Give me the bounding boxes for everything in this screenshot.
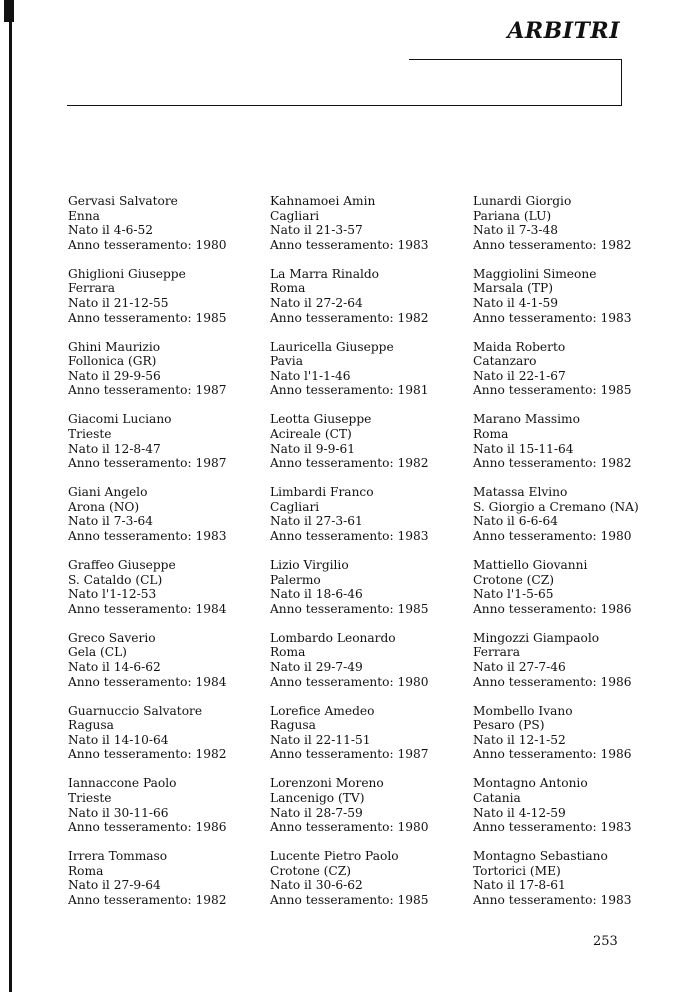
referee-city: Roma — [270, 645, 306, 660]
referee-city: Ragusa — [68, 718, 114, 733]
referee-city: S. Cataldo (CL) — [68, 572, 163, 587]
referee-born: Nato il 17-8-61 — [473, 878, 566, 893]
referee-entry — [473, 704, 632, 762]
referee-entry — [473, 776, 632, 834]
referee-entry — [473, 849, 632, 907]
referee-name: Lauricella Giuseppe — [270, 339, 394, 354]
referee-city: Arona (NO) — [68, 499, 140, 514]
referee-born: Nato il 14-10-64 — [68, 732, 169, 747]
referee-name: Montagno Antonio — [473, 776, 588, 791]
referee-city: Ragusa — [270, 718, 316, 733]
referee-entry — [68, 704, 227, 762]
referee-city: S. Giorgio a Cremano (NA) — [473, 499, 639, 514]
referee-entry — [270, 194, 429, 252]
referee-entry — [68, 776, 227, 834]
referee-year: Anno tesseramento: 1985 — [270, 892, 429, 907]
referee-born: Nato il 30-11-66 — [68, 805, 169, 820]
referee-year: Anno tesseramento: 1986 — [68, 820, 227, 835]
referee-city: Cagliari — [270, 208, 320, 223]
referee-city: Pavia — [270, 354, 303, 369]
referee-born: Nato l'1-1-46 — [270, 368, 351, 383]
referee-born: Nato il 21-12-55 — [68, 295, 169, 310]
referee-name: Lunardi Giorgio — [473, 194, 572, 208]
referee-entry — [68, 485, 227, 543]
referee-city: Pesaro (PS) — [473, 718, 545, 733]
referee-year: Anno tesseramento: 1982 — [68, 747, 227, 762]
referee-entry — [270, 412, 429, 470]
referee-city: Cagliari — [270, 499, 320, 514]
referee-name: Guarnuccio Salvatore — [68, 703, 203, 718]
referee-entry — [473, 194, 632, 252]
referee-name: Giacomi Luciano — [68, 412, 172, 427]
referee-born: Nato il 29-9-56 — [68, 368, 161, 383]
referee-city: Catanzaro — [473, 354, 537, 369]
referee-year: Anno tesseramento: 1986 — [473, 674, 632, 689]
referee-entry — [270, 267, 429, 325]
referee-born: Nato il 7-3-48 — [473, 223, 558, 238]
header-rule-right — [621, 59, 622, 106]
referee-year: Anno tesseramento: 1980 — [473, 528, 632, 543]
referee-city: Crotone (CZ) — [473, 572, 554, 587]
referee-city: Trieste — [68, 426, 112, 441]
referee-name: Lorenzoni Moreno — [270, 776, 384, 791]
referee-name: Greco Saverio — [68, 630, 156, 645]
referee-year: Anno tesseramento: 1982 — [270, 456, 429, 471]
referee-name: Kahnamoei Amin — [270, 194, 376, 208]
referee-entry — [270, 631, 429, 689]
referee-entry — [68, 849, 227, 907]
referee-name: Graffeo Giuseppe — [68, 558, 176, 572]
referee-entry — [68, 631, 227, 689]
referee-name: Mattiello Giovanni — [473, 558, 588, 572]
referee-entry — [270, 776, 429, 834]
referee-name: Ghini Maurizio — [68, 339, 161, 354]
referee-year: Anno tesseramento: 1981 — [270, 383, 429, 398]
referee-entry — [68, 340, 227, 398]
referee-year: Anno tesseramento: 1983 — [68, 528, 227, 543]
referee-name: Irrera Tommaso — [68, 849, 168, 864]
referee-name: Gervasi Salvatore — [68, 194, 178, 208]
referee-name: Ghiglioni Giuseppe — [68, 266, 186, 281]
referee-city: Crotone (CZ) — [270, 863, 351, 878]
referee-entry — [68, 194, 227, 252]
referee-year: Anno tesseramento: 1982 — [473, 237, 632, 252]
referee-entry — [270, 340, 429, 398]
referee-year: Anno tesseramento: 1983 — [473, 310, 632, 325]
referee-entry — [270, 704, 429, 762]
referee-year: Anno tesseramento: 1983 — [270, 528, 429, 543]
referee-year: Anno tesseramento: 1986 — [473, 747, 632, 762]
spine-line — [9, 0, 12, 992]
referee-year: Anno tesseramento: 1980 — [270, 674, 429, 689]
referee-born: Nato il 4-12-59 — [473, 805, 566, 820]
referee-name: Leotta Giuseppe — [270, 412, 372, 427]
referee-year: Anno tesseramento: 1987 — [68, 383, 227, 398]
referee-born: Nato l'1-12-53 — [68, 587, 157, 602]
referee-city: Catania — [473, 790, 521, 805]
referee-name: La Marra Rinaldo — [270, 266, 379, 281]
referee-year: Anno tesseramento: 1983 — [270, 237, 429, 252]
referee-entry — [270, 485, 429, 543]
referee-name: Lombardo Leonardo — [270, 630, 396, 645]
referee-city: Roma — [473, 426, 509, 441]
referee-city: Roma — [270, 281, 306, 296]
header-rule-top — [409, 59, 622, 60]
referee-year: Anno tesseramento: 1982 — [270, 310, 429, 325]
referee-entry — [68, 412, 227, 470]
referee-city: Gela (CL) — [68, 645, 127, 660]
referee-entry — [473, 558, 632, 616]
referee-entry — [473, 267, 632, 325]
referee-born: Nato il 4-1-59 — [473, 295, 558, 310]
referee-year: Anno tesseramento: 1985 — [270, 601, 429, 616]
referee-born: Nato il 28-7-59 — [270, 805, 363, 820]
referee-year: Anno tesseramento: 1986 — [473, 601, 632, 616]
referee-born: Nato il 30-6-62 — [270, 878, 363, 893]
referee-city: Ferrara — [473, 645, 521, 660]
referee-name: Mombello Ivano — [473, 703, 573, 718]
referee-name: Maggiolini Simeone — [473, 266, 597, 281]
referee-year: Anno tesseramento: 1982 — [473, 456, 632, 471]
referee-entry — [68, 558, 227, 616]
referee-entry — [270, 558, 429, 616]
referee-born: Nato il 7-3-64 — [68, 514, 153, 529]
referee-city: Tortorici (ME) — [473, 863, 561, 878]
referee-born: Nato il 22-1-67 — [473, 368, 566, 383]
referee-city: Lancenigo (TV) — [270, 790, 365, 805]
referee-born: Nato il 12-1-52 — [473, 732, 566, 747]
referee-born: Nato il 18-6-46 — [270, 587, 363, 602]
referee-entry — [473, 631, 632, 689]
referee-year: Anno tesseramento: 1983 — [473, 820, 632, 835]
referee-name: Marano Massimo — [473, 412, 580, 427]
referee-year: Anno tesseramento: 1982 — [68, 892, 227, 907]
referee-born: Nato il 21-3-57 — [270, 223, 363, 238]
referee-year: Anno tesseramento: 1984 — [68, 601, 227, 616]
referee-year: Anno tesseramento: 1983 — [473, 892, 632, 907]
referee-city: Follonica (GR) — [68, 354, 157, 369]
referee-name: Lucente Pietro Paolo — [270, 849, 399, 864]
book-spine-edge — [0, 0, 18, 992]
referee-name: Maida Roberto — [473, 339, 566, 354]
referee-name: Giani Angelo — [68, 485, 148, 500]
referee-entry — [68, 267, 227, 325]
referee-born: Nato l'1-5-65 — [473, 587, 554, 602]
referee-city: Ferrara — [68, 281, 116, 296]
referee-city: Acireale (CT) — [270, 426, 352, 441]
referee-name: Limbardi Franco — [270, 485, 374, 500]
referee-entry — [473, 485, 639, 543]
referee-name: Lorefice Amedeo — [270, 703, 375, 718]
referee-city: Roma — [68, 863, 104, 878]
referee-born: Nato il 9-9-61 — [270, 441, 355, 456]
referee-city: Enna — [68, 208, 100, 223]
referee-born: Nato il 29-7-49 — [270, 659, 363, 674]
referee-year: Anno tesseramento: 1980 — [68, 237, 227, 252]
referee-city: Palermo — [270, 572, 321, 587]
page-title: ARBITRI — [507, 18, 620, 44]
referee-born: Nato il 15-11-64 — [473, 441, 574, 456]
referee-born: Nato il 27-9-64 — [68, 878, 161, 893]
referee-born: Nato il 27-7-46 — [473, 659, 566, 674]
referee-born: Nato il 6-6-64 — [473, 514, 558, 529]
referee-year: Anno tesseramento: 1987 — [270, 747, 429, 762]
referee-name: Mingozzi Giampaolo — [473, 630, 600, 645]
referee-name: Montagno Sebastiano — [473, 849, 608, 864]
referee-name: Iannaccone Paolo — [68, 776, 177, 791]
referee-city: Pariana (LU) — [473, 208, 552, 223]
referee-entry — [270, 849, 429, 907]
referee-city: Trieste — [68, 790, 112, 805]
referee-year: Anno tesseramento: 1980 — [270, 820, 429, 835]
referee-year: Anno tesseramento: 1987 — [68, 456, 227, 471]
referee-year: Anno tesseramento: 1985 — [68, 310, 227, 325]
referee-born: Nato il 4-6-52 — [68, 223, 153, 238]
referee-name: Matassa Elvino — [473, 485, 568, 500]
referee-name: Lizio Virgilio — [270, 558, 349, 572]
page-number: 253 — [593, 934, 618, 949]
referee-city: Marsala (TP) — [473, 281, 553, 296]
referee-born: Nato il 14-6-62 — [68, 659, 161, 674]
referee-entry — [473, 412, 632, 470]
referee-born: Nato il 22-11-51 — [270, 732, 371, 747]
referee-entry — [473, 340, 632, 398]
referee-year: Anno tesseramento: 1985 — [473, 383, 632, 398]
referee-born: Nato il 12-8-47 — [68, 441, 161, 456]
referee-year: Anno tesseramento: 1984 — [68, 674, 227, 689]
referee-born: Nato il 27-3-61 — [270, 514, 363, 529]
header-rule-bottom — [67, 105, 622, 106]
referee-born: Nato il 27-2-64 — [270, 295, 363, 310]
